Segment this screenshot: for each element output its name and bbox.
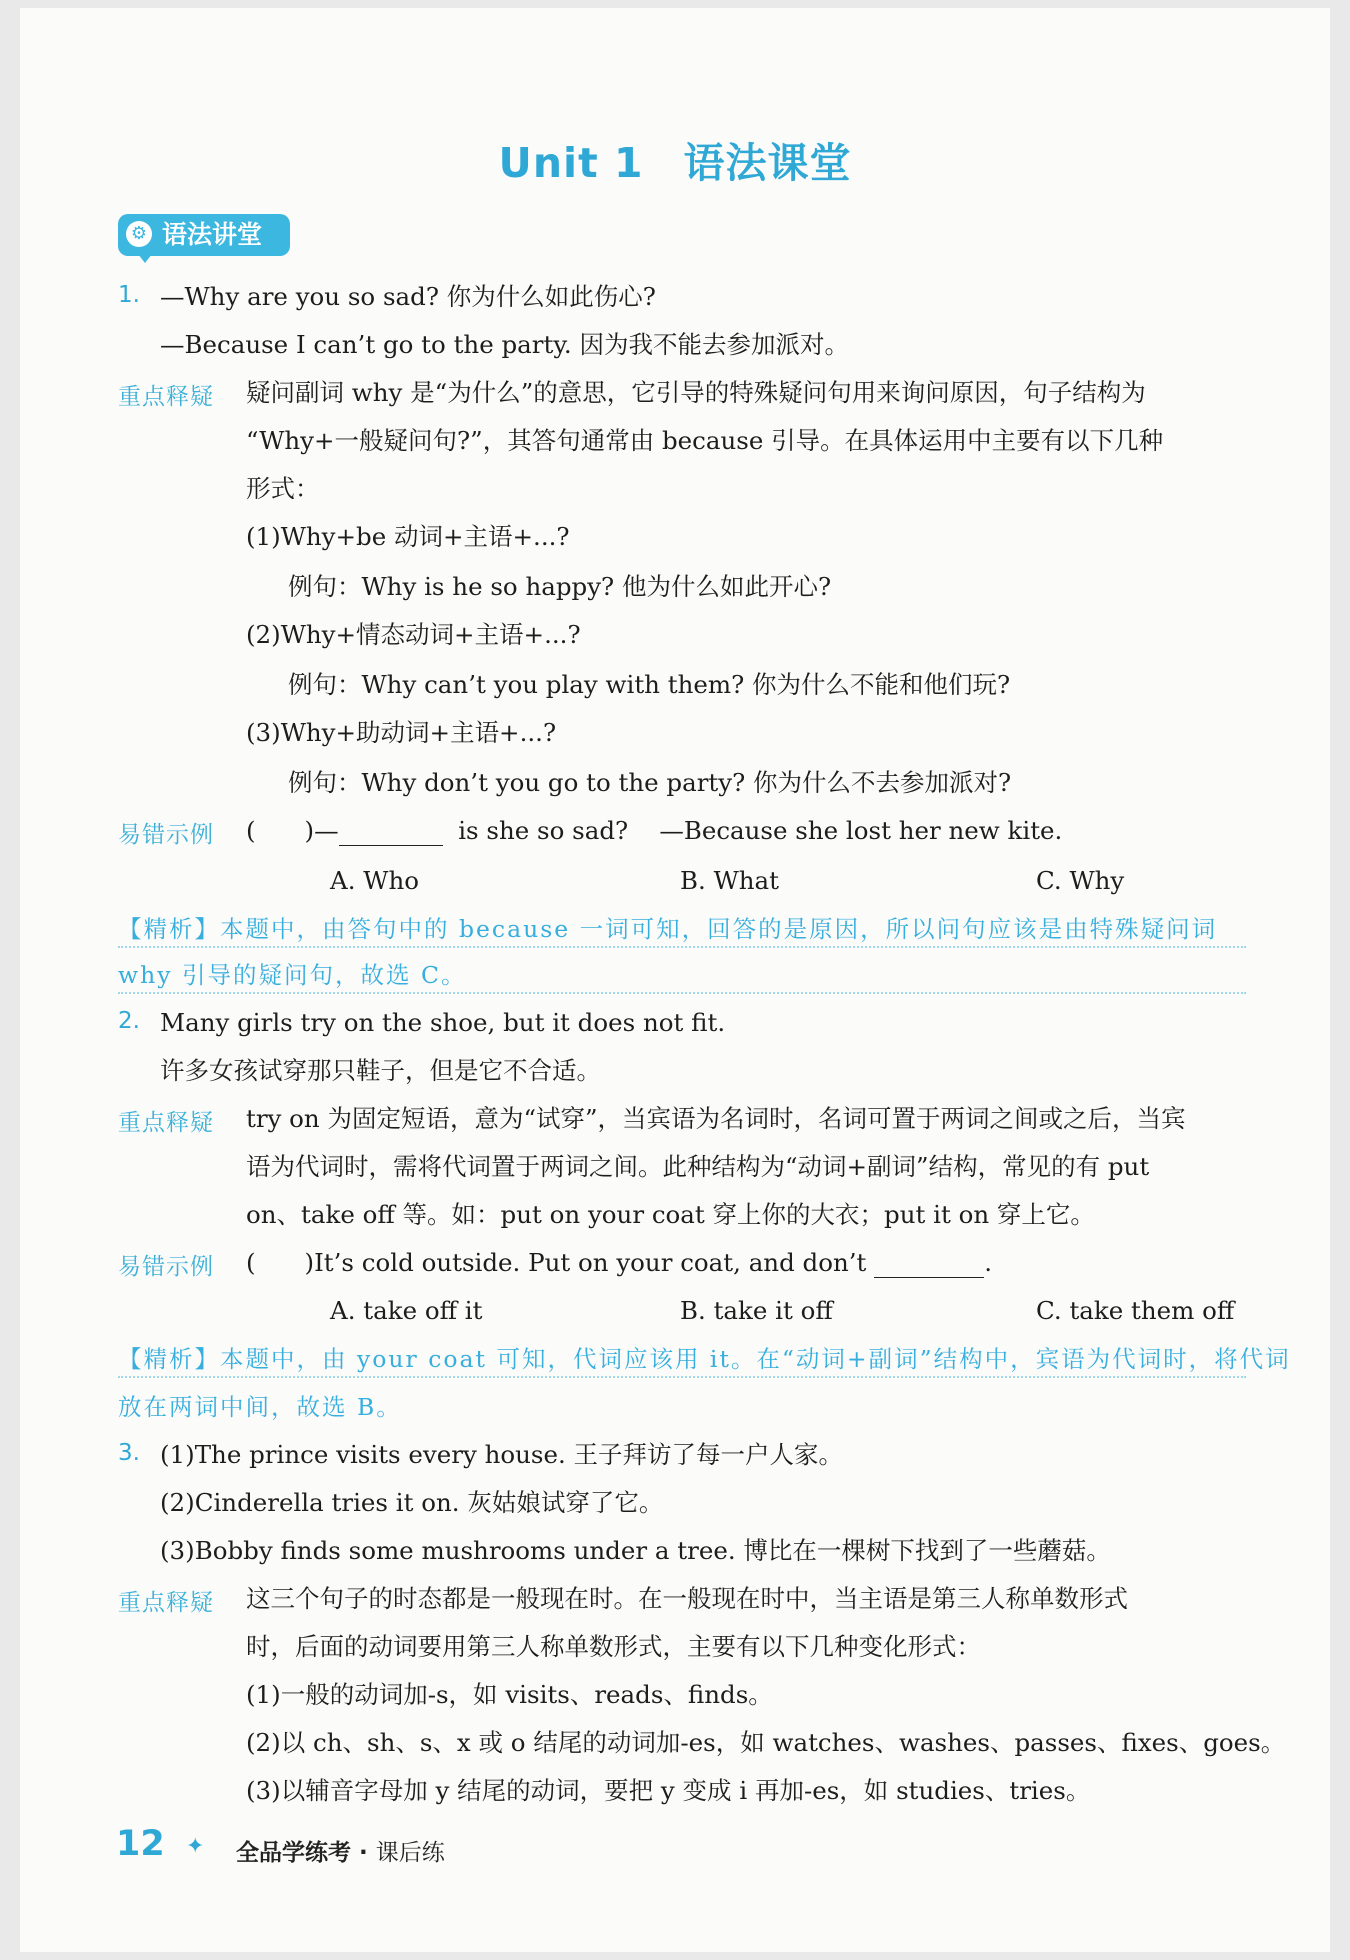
analysis-tag: 【精析】 <box>118 1345 220 1373</box>
s1-question-answer: —Because she lost her new kite. <box>659 816 1063 845</box>
book-name: 全品学练考 <box>236 1840 351 1866</box>
book-subtitle: 课后练 <box>375 1840 445 1866</box>
dotted-rule <box>118 1376 1246 1378</box>
s2-question-text: ( )It’s cold outside. Put on your coat, and don’t <box>246 1248 867 1277</box>
s1-question <box>246 816 1062 846</box>
s2-option-a: A. take off it <box>330 1296 483 1325</box>
s2-option-c: C. take them off <box>1036 1296 1235 1325</box>
s1-kp-line3: 形式： <box>246 474 320 503</box>
s1-kp-line2: “Why+一般疑问句?”，其答句通常由 because 引导。在具体运用中主要有以下几种 <box>246 426 1164 455</box>
title-label: 语法课堂 <box>683 139 852 187</box>
answer-blank <box>874 1248 984 1278</box>
footer-book-title: 全品学练考 · 课后练 <box>236 1840 445 1866</box>
s1-form1: (1)Why+be 动词+主语+...? <box>246 522 570 551</box>
s2-analysis-line2: 放在两词中间，故选 B。 <box>118 1393 402 1421</box>
s1-form3: (3)Why+助动词+主语+...? <box>246 718 557 747</box>
key-point-label-2: 重点释疑 <box>118 1110 214 1136</box>
s3-kp-line1: 这三个句子的时态都是一般现在时。在一般现在时中，当主语是第三人称单数形式 <box>246 1584 1128 1613</box>
s3-rule3: (3)以辅音字母加 y 结尾的动词，要把 y 变成 i 再加-es，如 studies、tries。 <box>246 1776 1091 1805</box>
page-title <box>0 130 1350 189</box>
page-number: 12 <box>116 1824 165 1864</box>
s3-rule1: (1)一般的动词加-s，如 visits、reads、finds。 <box>246 1680 773 1709</box>
s2-kp-line1: try on 为固定短语，意为“试穿”，当宾语为名词时，名词可置于两词之间或之后，当宾 <box>246 1104 1186 1133</box>
error-example-label-1: 易错示例 <box>118 822 214 848</box>
s3-sentence1: (1)The prince visits every house. 王子拜访了每一户人家。 <box>160 1440 844 1469</box>
s1-form1-example: 例句：Why is he so happy? 他为什么如此开心? <box>288 572 832 601</box>
s1-form3-example: 例句：Why don’t you go to the party? 你为什么不去参加派对? <box>288 768 1012 797</box>
s1-analysis-line1: 【精析】本题中，由答句中的 because 一词可知，回答的是原因，所以问句应该是由特殊疑问词 <box>118 915 1218 943</box>
key-point-label-1: 重点释疑 <box>118 384 214 410</box>
badge-label: 语法讲堂 <box>162 220 263 249</box>
unit-label: Unit 1 <box>498 139 644 187</box>
item-number-2: 2. <box>118 1008 140 1034</box>
s2-question: ( )It’s cold outside. Put on your coat, and don’t . <box>246 1248 992 1277</box>
s2-analysis-line1: 【精析】本题中，由 your coat 可知，代词应该用 it。在“动词+副词”结构中，宾语为代词时，将代词 <box>118 1345 1291 1373</box>
s3-rule2: (2)以 ch、sh、s、x 或 o 结尾的动词加-es，如 watches、washes、passes、fixes、goes。 <box>246 1728 1286 1757</box>
s1-question-text: is she so sad? <box>458 816 629 845</box>
item-number-1: 1. <box>118 282 140 308</box>
error-example-label-2: 易错示例 <box>118 1254 214 1280</box>
s1-analysis-line2: why 引导的疑问句，故选 C。 <box>118 961 467 989</box>
diamond-icon: ✦ <box>186 1834 205 1859</box>
s3-sentence2: (2)Cinderella tries it on. 灰姑娘试穿了它。 <box>160 1488 664 1517</box>
badge-tail <box>138 254 152 263</box>
s1-dialog-line1: —Why are you so sad? 你为什么如此伤心? <box>160 282 656 311</box>
s1-dialog-line2: —Because I can’t go to the party. 因为我不能去参加派对。 <box>160 330 849 359</box>
key-point-label-3: 重点释疑 <box>118 1590 214 1616</box>
answer-blank <box>339 816 443 846</box>
s2-translation: 许多女孩试穿那只鞋子，但是它不合适。 <box>160 1056 601 1085</box>
dotted-rule <box>118 992 1246 994</box>
s1-form2-example: 例句：Why can’t you play with them? 你为什么不能和他们玩? <box>288 670 1011 699</box>
s2-kp-line2: 语为代词时，需将代词置于两词之间。此种结构为“动词+副词”结构，常见的有 put <box>246 1152 1150 1181</box>
dotted-rule <box>118 946 1246 948</box>
s1-option-a: A. Who <box>330 866 419 895</box>
item-number-3: 3. <box>118 1440 140 1466</box>
s3-kp-line2: 时，后面的动词要用第三人称单数形式，主要有以下几种变化形式： <box>246 1632 981 1661</box>
s1-option-c: C. Why <box>1036 866 1125 895</box>
s2-sentence: Many girls try on the shoe, but it does not fit. <box>160 1008 726 1037</box>
s1-kp-line1: 疑问副词 why 是“为什么”的意思，它引导的特殊疑问句用来询问原因，句子结构为 <box>246 378 1146 407</box>
analysis-tag: 【精析】 <box>118 915 220 943</box>
s1-option-b: B. What <box>680 866 779 895</box>
s3-sentence3: (3)Bobby finds some mushrooms under a tree. 博比在一棵树下找到了一些蘑菇。 <box>160 1536 1111 1565</box>
s2-option-b: B. take it off <box>680 1296 833 1325</box>
answer-paren: ( )— <box>246 816 339 845</box>
s2-kp-line3: on、take off 等。如：put on your coat 穿上你的大衣；put it on 穿上它。 <box>246 1200 1095 1229</box>
gear-icon: ⚙ <box>126 221 152 247</box>
section-badge <box>118 214 290 256</box>
s1-form2: (2)Why+情态动词+主语+...? <box>246 620 581 649</box>
